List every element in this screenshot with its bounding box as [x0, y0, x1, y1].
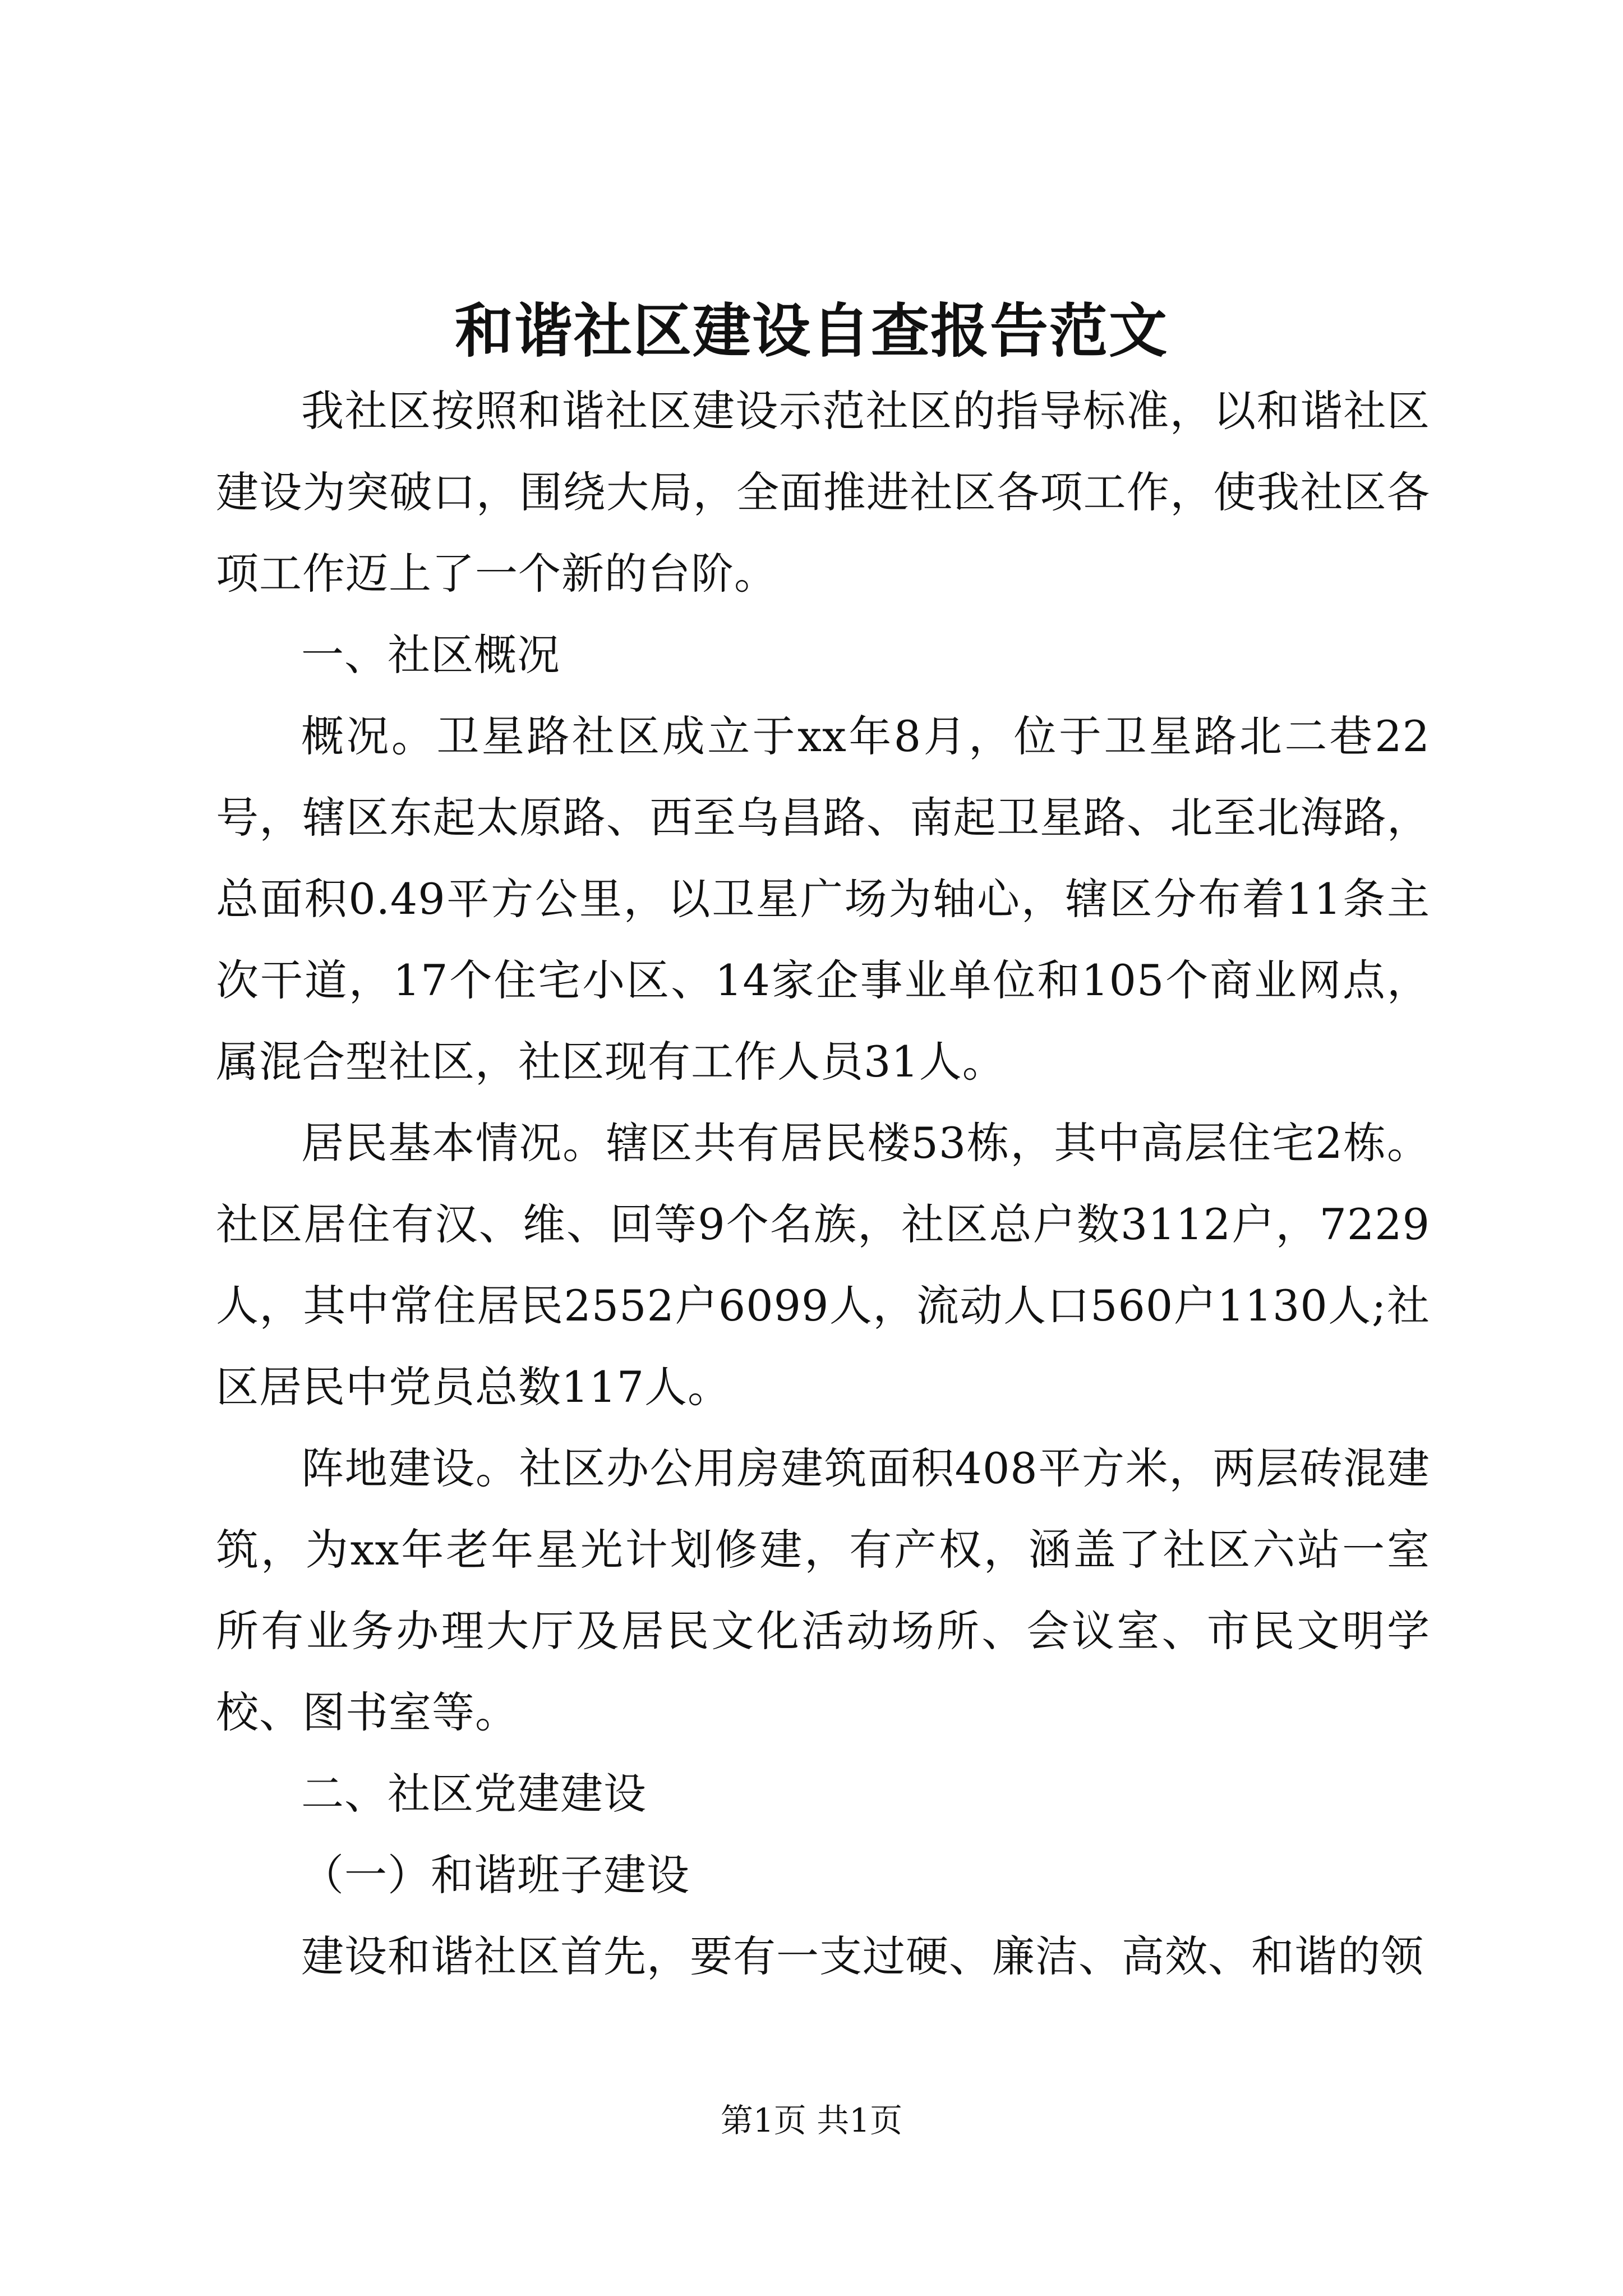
overview-paragraph: 概况。卫星路社区成立于xx年8月，位于卫星路北二巷22号，辖区东起太原路、西至乌昌路、南起卫星路、北至北海路，总面积0.49平方公里，以卫星广场为轴心，辖区分布着11条主次干道，17个住宅小区、14家企事业单位和105个商业网点，属混合型社区，社区现有工作人员31人。: [216, 711, 1430, 1087]
section-heading-party-building: 二、社区党建建设: [301, 1769, 647, 1819]
subsection-heading-team: （一）和谐班子建设: [301, 1850, 690, 1900]
document-title: 和谐社区建设自查报告范文: [454, 296, 1168, 365]
intro-paragraph: 我社区按照和谐社区建设示范社区的指导标准，以和谐社区建设为突破口，围绕大局，全面推进社区各项工作，使我社区各项工作迈上了一个新的台阶。: [216, 386, 1430, 599]
page-footer: 第1页 共1页: [720, 2101, 903, 2139]
section-heading-overview: 一、社区概况: [301, 630, 560, 680]
facilities-paragraph: 阵地建设。社区办公用房建筑面积408平方米，两层砖混建筑，为xx年老年星光计划修建，有产权，涵盖了社区六站一室所有业务办理大厅及居民文化活动场所、会议室、市民文明学校、图书室等。: [216, 1443, 1430, 1737]
team-paragraph: 建设和谐社区首先，要有一支过硬、廉洁、高效、和谐的领: [301, 1931, 1424, 1981]
residents-paragraph: 居民基本情况。辖区共有居民楼53栋，其中高层住宅2栋。社区居住有汉、维、回等9个名族，社区总户数3112户，7229人，其中常住居民2552户6099人，流动人口560户1130人;社区居民中党员总数117人。: [216, 1118, 1430, 1412]
document-body: [216, 370, 1430, 1997]
